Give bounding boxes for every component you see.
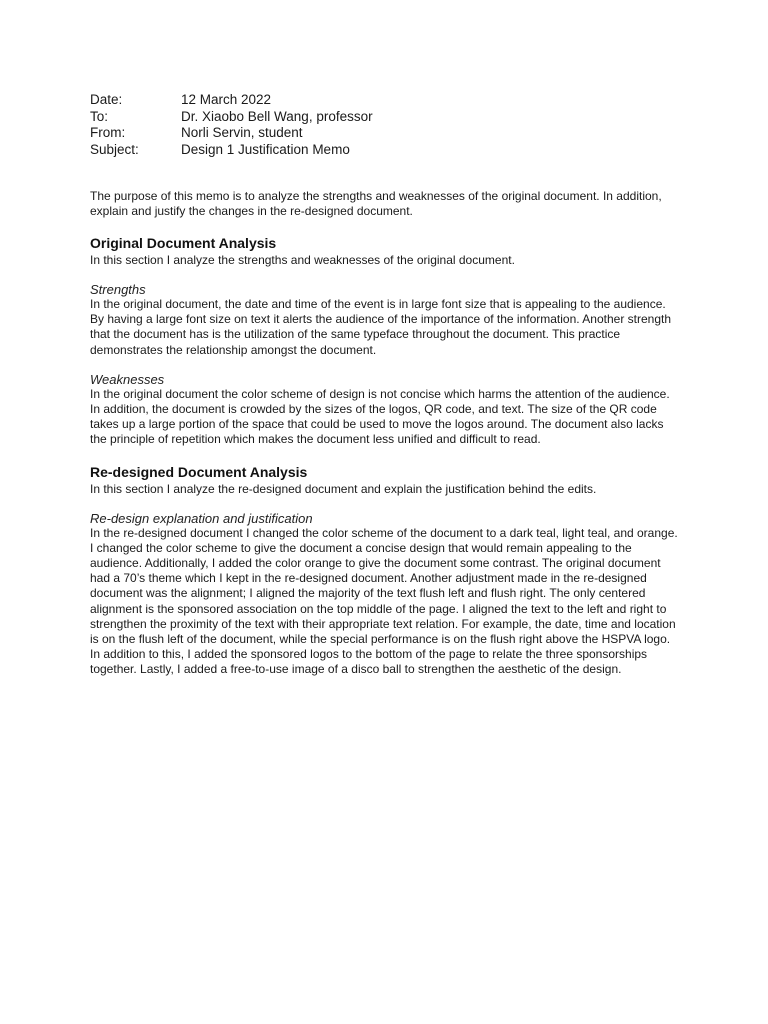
redesign-analysis-description: In this section I analyze the re-designed document and explain the justification behind the edits. <box>90 481 597 496</box>
from-label: From: <box>90 125 126 140</box>
memo-header-row-to <box>90 109 373 126</box>
original-analysis-heading: Original Document Analysis <box>90 235 277 251</box>
memo-header-row-subject <box>90 142 373 159</box>
date-label: Date: <box>90 92 123 107</box>
subject-label: Subject: <box>90 141 139 157</box>
memo-page <box>90 92 682 678</box>
redesign-analysis-heading: Re-designed Document Analysis <box>90 463 308 480</box>
memo-header <box>90 92 373 158</box>
strengths-heading: Strengths <box>90 282 146 297</box>
from-value: Norli Servin, student <box>181 125 303 140</box>
to-label: To: <box>90 108 109 124</box>
date-value: 12 March 2022 <box>181 92 272 107</box>
strengths-paragraph: In the original document, the date and time of the event is in large font size that is appealing to the audience. By having a large font size on text it alerts the audience of the importance of the information. Another strength that the document has is the utilization of the same typeface throughout the document. This practice demonstrates the relationship amongst the document. <box>90 297 672 357</box>
memo-header-row-date <box>90 92 373 109</box>
to-value: Dr. Xiaobo Bell Wang, professor <box>181 108 373 124</box>
subject-value: Design 1 Justification Memo <box>181 141 350 157</box>
justification-paragraph: In the re-designed document I changed the color scheme of the document to a dark teal, light teal, and orange. I changed the color scheme to give the document a concise design that would remain appealing to the audience. Additionally, I added the color orange to give the document some contrast. The original document had a 70’s theme which I kept in the re-designed document. Another adjustment made in the re-designed document was the alignment; I aligned the majority of the text flush left and flush right. The only centered alignment is the sponsored association on the top middle of the page. I aligned the text to the left and right to strengthen the proximity of the text with their appropriate text relation. For example, the date, time and location is on the flush left of the document, while the special performance is on the flush right above the HSPVA logo. In addition to this, I added the sponsored logos to the bottom of the page to relate the three sponsorships together. Lastly, I added a free-to-use image of a disco ball to strengthen the aesthetic of the design. <box>90 525 678 677</box>
weaknesses-heading: Weaknesses <box>90 371 165 387</box>
weaknesses-paragraph: In the original document the color scheme of design is not concise which harms the attention of the audience. In addition, the document is crowded by the sizes of the logos, QR code, and text. The size of the QR code takes up a large portion of the space that could be used to move the logos around. The document also lacks the principle of repetition which makes the document less unified and difficult to read. <box>90 386 670 447</box>
memo-header-row-from <box>90 125 373 142</box>
original-analysis-description: In this section I analyze the strengths and weaknesses of the original document. <box>90 253 515 267</box>
justification-heading: Re-design explanation and justification <box>90 510 313 526</box>
intro-paragraph: The purpose of this memo is to analyze the strengths and weaknesses of the original document. In addition, explain and justify the changes in the re-designed document. <box>90 189 662 218</box>
